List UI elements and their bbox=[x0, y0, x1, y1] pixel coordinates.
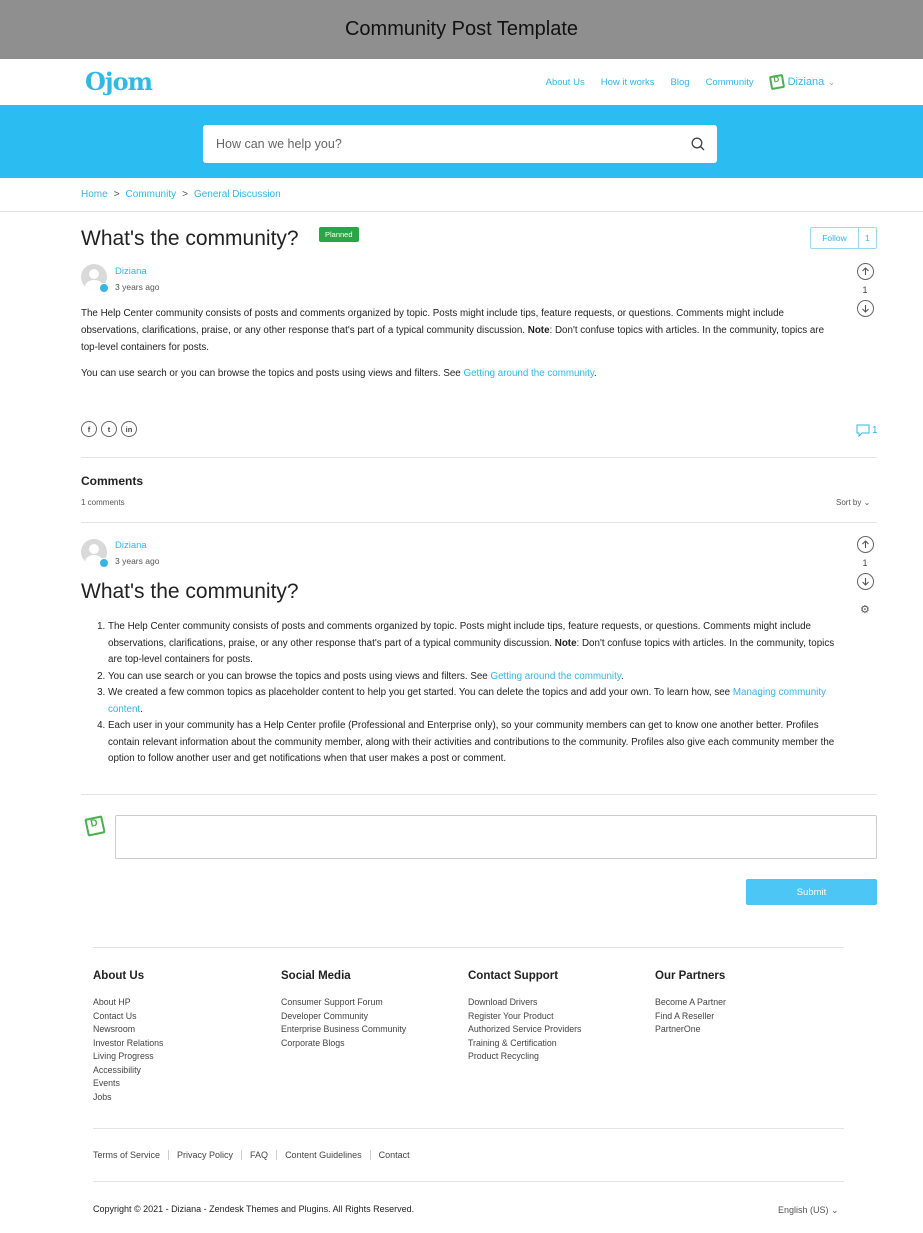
text: You can use search or you can browse the topics and posts using views and filters. See bbox=[81, 368, 464, 379]
text: . bbox=[594, 368, 597, 379]
copyright: Copyright © 2021 - Diziana - Zendesk Themes and Plugins. All Rights Reserved. bbox=[93, 1204, 415, 1214]
linkedin-icon[interactable]: in bbox=[121, 421, 137, 437]
divider bbox=[81, 522, 877, 523]
post-paragraph bbox=[81, 365, 841, 382]
arrow-down-icon bbox=[861, 304, 870, 313]
divider bbox=[93, 1181, 844, 1182]
upvote-button[interactable] bbox=[857, 263, 874, 280]
footer-link[interactable]: Enterprise Business Community bbox=[281, 1024, 407, 1034]
text: You can use search or you can browse the topics and posts using views and filters. See bbox=[108, 670, 491, 682]
footer-link[interactable]: Investor Relations bbox=[93, 1037, 164, 1048]
footer-link[interactable]: PartnerOne bbox=[655, 1024, 701, 1034]
comments-heading: Comments bbox=[81, 474, 144, 488]
text: . bbox=[140, 703, 143, 715]
nav-about-us[interactable]: About Us bbox=[545, 76, 585, 88]
list-item bbox=[108, 669, 841, 686]
downvote-button[interactable] bbox=[857, 573, 874, 590]
footer-column-social bbox=[281, 970, 406, 1050]
footer-heading: About Us bbox=[93, 970, 145, 982]
nav-community[interactable]: Community bbox=[705, 76, 754, 88]
breadcrumb-separator: > bbox=[182, 189, 188, 200]
comments-count-text: 1 comments bbox=[81, 498, 125, 507]
arrow-up-icon bbox=[861, 540, 870, 549]
footer-link[interactable]: Consumer Support Forum bbox=[281, 997, 383, 1007]
gear-icon[interactable]: ⚙ bbox=[860, 604, 870, 616]
getting-around-link[interactable]: Getting around the community bbox=[463, 368, 594, 379]
comment-list bbox=[81, 619, 841, 768]
footer-link[interactable]: Download Drivers bbox=[468, 997, 538, 1007]
breadcrumb-home[interactable]: Home bbox=[81, 189, 108, 200]
comment-count-value: 1 bbox=[872, 425, 878, 436]
content-guidelines-link[interactable]: Content Guidelines bbox=[276, 1150, 370, 1160]
search-icon[interactable] bbox=[691, 137, 705, 156]
divider bbox=[81, 457, 877, 458]
managing-content-link[interactable]: Managing community content bbox=[108, 687, 826, 715]
footer-link[interactable]: About HP bbox=[93, 997, 131, 1007]
divider bbox=[81, 794, 877, 795]
text: . bbox=[621, 670, 624, 682]
user-role-icon bbox=[99, 283, 109, 293]
vote-count: 1 bbox=[862, 558, 868, 568]
post-author[interactable]: Diziana bbox=[115, 266, 147, 277]
note-label: Note bbox=[554, 637, 577, 649]
user-role-icon bbox=[99, 558, 109, 568]
divider bbox=[93, 1128, 844, 1129]
footer-link[interactable]: Newsroom bbox=[93, 1024, 136, 1034]
footer-link[interactable]: Become A Partner bbox=[655, 997, 726, 1007]
divider bbox=[93, 947, 844, 948]
text: We created a few common topics as placeholder content to help you get started. You can delete the topics and add your own. To learn how, see bbox=[108, 687, 733, 698]
comment-body bbox=[81, 619, 841, 768]
footer-link[interactable]: Corporate Blogs bbox=[281, 1037, 345, 1048]
sort-by-dropdown[interactable] bbox=[836, 498, 870, 507]
divider bbox=[0, 211, 923, 212]
downvote-button[interactable] bbox=[857, 300, 874, 317]
footer-link[interactable]: Living Progress bbox=[93, 1051, 154, 1061]
post-paragraph bbox=[81, 305, 841, 356]
main-nav bbox=[546, 75, 835, 89]
arrow-up-icon bbox=[861, 267, 870, 276]
site-header bbox=[0, 59, 923, 105]
footer-heading: Contact Support bbox=[468, 970, 559, 982]
hero-search-band bbox=[0, 105, 923, 178]
facebook-icon[interactable]: f bbox=[81, 421, 97, 437]
faq-link[interactable]: FAQ bbox=[241, 1150, 276, 1160]
user-avatar-icon bbox=[769, 74, 785, 90]
site-logo[interactable] bbox=[85, 67, 152, 96]
legal-links bbox=[93, 1150, 418, 1160]
footer-link[interactable]: Register Your Product bbox=[468, 1010, 554, 1021]
breadcrumb-general-discussion[interactable]: General Discussion bbox=[193, 189, 281, 200]
list-item: 4. Each user in your community has a Help Center profile (Professional and Enterprise only), so your community members can get to know one another better. Profiles contain relevant information about the community member, along with their activities and contributions to the community. Profiles also give each community member the option to follow another user and get notifications when that user makes a post or comment. bbox=[108, 718, 841, 768]
submit-button[interactable]: Submit bbox=[746, 879, 877, 905]
comment-title: What's the community? bbox=[81, 580, 299, 603]
chevron-down-icon: ⌄ bbox=[863, 498, 871, 507]
twitter-icon[interactable]: t bbox=[101, 421, 117, 437]
footer-column-about bbox=[93, 970, 163, 1104]
template-title: Community Post Template bbox=[344, 18, 579, 40]
chevron-down-icon: ⌄ bbox=[828, 77, 835, 87]
post-time: 3 years ago bbox=[115, 282, 160, 292]
chevron-down-icon: ⌄ bbox=[831, 1205, 839, 1215]
comment-count[interactable] bbox=[856, 424, 878, 437]
footer-link[interactable]: Developer Community bbox=[281, 1010, 369, 1021]
footer-heading: Social Media bbox=[281, 970, 351, 982]
speech-bubble-icon bbox=[856, 424, 870, 437]
list-item bbox=[108, 685, 841, 718]
footer-link[interactable]: Accessibility bbox=[93, 1064, 141, 1075]
nav-how-it-works[interactable]: How it works bbox=[600, 76, 655, 88]
follow-label: Follow bbox=[811, 228, 859, 248]
breadcrumb bbox=[81, 189, 281, 200]
footer-link[interactable]: Authorized Service Providers bbox=[468, 1024, 582, 1034]
list-item bbox=[108, 619, 841, 669]
logo-text: Ojom bbox=[85, 67, 152, 96]
note-label: Note bbox=[527, 325, 550, 336]
text: The Help Center community consists of posts and comments organized by topic. Posts might include tips, feature requests, or questions. Comments might include observations, clarifications, praise, or any other response that's part of a typical community discussion. bbox=[108, 621, 811, 649]
footer-link[interactable]: Find A Reseller bbox=[655, 1010, 715, 1021]
search-box bbox=[203, 125, 717, 163]
sort-by-label: Sort by bbox=[836, 498, 862, 507]
search-input[interactable] bbox=[203, 125, 673, 163]
status-badge: Planned bbox=[319, 227, 359, 242]
post-vote bbox=[856, 263, 874, 317]
privacy-link[interactable]: Privacy Policy bbox=[168, 1150, 241, 1160]
contact-link[interactable]: Contact bbox=[370, 1150, 418, 1160]
footer-column-support bbox=[468, 970, 581, 1064]
breadcrumb-separator: > bbox=[113, 189, 120, 200]
nav-blog[interactable]: Blog bbox=[670, 76, 690, 88]
follow-count: 1 bbox=[865, 233, 870, 243]
share-buttons bbox=[81, 421, 137, 437]
footer-column-partners bbox=[655, 970, 726, 1037]
arrow-down-icon bbox=[861, 577, 870, 586]
footer-link[interactable]: Jobs bbox=[93, 1091, 112, 1102]
footer-heading: Our Partners bbox=[655, 970, 726, 982]
footer-link[interactable]: Events bbox=[93, 1078, 120, 1088]
getting-around-link[interactable]: Getting around the community bbox=[490, 670, 621, 682]
text: The Help Center community consists of posts and comments organized by topic. Posts might include tips, feature requests, or questions. Comments might include observations, clarifications, praise, or any other response that's part of a typical community discussion. bbox=[81, 308, 784, 336]
upvote-button[interactable] bbox=[857, 536, 874, 553]
terms-link[interactable]: Terms of Service bbox=[93, 1150, 161, 1160]
post-title: What's the community? bbox=[81, 227, 299, 250]
vote-count: 1 bbox=[862, 285, 868, 295]
language-label: English (US) bbox=[778, 1205, 829, 1215]
breadcrumb-community[interactable]: Community bbox=[125, 189, 177, 200]
comment-input[interactable] bbox=[115, 815, 877, 859]
user-menu[interactable] bbox=[770, 75, 835, 89]
comment-vote bbox=[856, 536, 874, 590]
text: : Don't confuse topics with articles. In the community, topics are top-level containers for posts. bbox=[81, 325, 825, 353]
language-selector[interactable] bbox=[778, 1205, 839, 1216]
footer-link[interactable]: Contact Us bbox=[93, 1010, 137, 1021]
footer-link[interactable]: Product Recycling bbox=[468, 1051, 539, 1061]
post-body bbox=[81, 305, 841, 391]
comment-author[interactable]: Diziana bbox=[115, 540, 147, 551]
user-avatar-icon bbox=[84, 815, 105, 836]
footer-link[interactable]: Training & Certification bbox=[468, 1037, 557, 1048]
text: : Don't confuse topics with articles. In the community, topics are top-level containers for posts. bbox=[108, 637, 835, 665]
follow-button[interactable] bbox=[810, 227, 877, 249]
user-name: Diziana bbox=[787, 76, 825, 88]
comment-time: 3 years ago bbox=[115, 556, 160, 566]
template-title-bar bbox=[0, 0, 923, 59]
